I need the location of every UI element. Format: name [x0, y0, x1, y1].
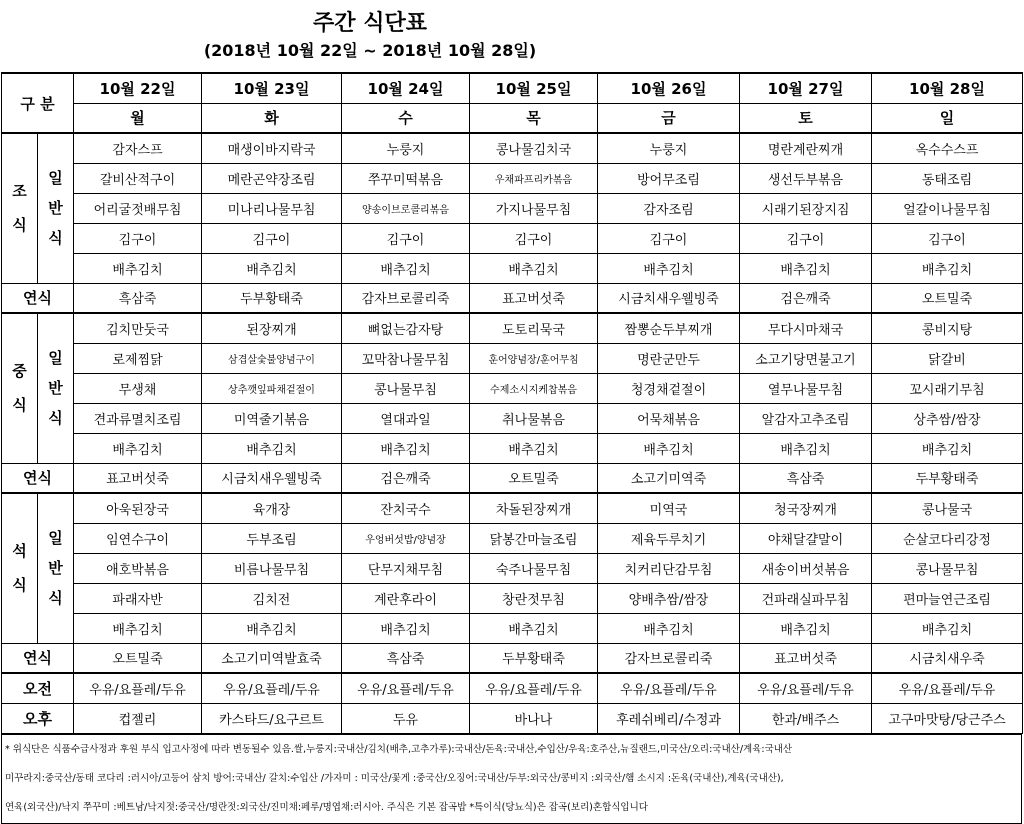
- menu-cell: 닭갈비: [872, 343, 1023, 373]
- soft-diet-cell: 두부황태죽: [872, 463, 1023, 493]
- date-header: 10월 26일: [598, 73, 740, 103]
- date-header: 10월 23일: [202, 73, 342, 103]
- menu-cell: 양배추쌈/쌈장: [598, 583, 740, 613]
- snack-cell: 컵젤리: [74, 703, 202, 733]
- snack-label: 오후: [2, 703, 74, 733]
- note-line: 연육(외국산)/낙지 쭈꾸미 :베트남/낙지젓:중국산/명란젓:외국산/진미채:페루/명엽채:러시아. 주식은 기본 잡곡밥 *특이식(당뇨식)은 잡곡(보리)혼합식입니다: [5, 802, 648, 813]
- menu-cell: 삼겹살숯불양념구이: [202, 343, 342, 373]
- menu-cell: 취나물볶음: [470, 403, 598, 433]
- soft-diet-cell: 소고기미역죽: [598, 463, 740, 493]
- menu-cell: 매생이바지락국: [202, 133, 342, 163]
- menu-cell: 김구이: [740, 223, 872, 253]
- menu-cell: 우엉버섯밥/양념장: [342, 523, 470, 553]
- menu-cell: 청경채겉절이: [598, 373, 740, 403]
- soft-diet-row: [2, 643, 1023, 673]
- snack-cell: 카스타드/요구르트: [202, 703, 342, 733]
- menu-cell: 배추김치: [470, 253, 598, 283]
- menu-cell: 무다시마채국: [740, 313, 872, 343]
- menu-cell: 된장찌개: [202, 313, 342, 343]
- menu-cell: 얼갈이나물무침: [872, 193, 1023, 223]
- page-title: 주간 식단표: [313, 11, 427, 36]
- date-header: 10월 28일: [872, 73, 1023, 103]
- menu-cell: 김치만둣국: [74, 313, 202, 343]
- menu-cell: 김구이: [74, 223, 202, 253]
- menu-cell: 동태조림: [872, 163, 1023, 193]
- snack-cell: 우유/요플레/두유: [202, 673, 342, 703]
- menu-cell: 미역국: [598, 493, 740, 523]
- meal-label-char: 석: [12, 542, 27, 561]
- menu-cell: 야채달걀말이: [740, 523, 872, 553]
- meal-label-dinner: [2, 493, 38, 643]
- soft-diet-cell: 시금치새우웰빙죽: [598, 283, 740, 313]
- meal-label-char: 식: [12, 216, 27, 235]
- menu-cell: 배추김치: [202, 613, 342, 643]
- menu-cell: 메란곤약장조림: [202, 163, 342, 193]
- menu-row: [2, 253, 1023, 283]
- meal-type-char: 일: [48, 529, 63, 548]
- soft-diet-cell: 흑삼죽: [342, 643, 470, 673]
- snack-label: 오전: [2, 673, 74, 703]
- menu-cell: 생선두부볶음: [740, 163, 872, 193]
- menu-cell: 양송이브로콜리볶음: [342, 193, 470, 223]
- meal-type-char: 일: [48, 169, 63, 188]
- menu-cell: 김구이: [342, 223, 470, 253]
- menu-cell: 단무지채무침: [342, 553, 470, 583]
- weekday-header: 화: [202, 103, 342, 133]
- menu-cell: 배추김치: [872, 613, 1023, 643]
- menu-cell: 제육두루치기: [598, 523, 740, 553]
- menu-cell: 배추김치: [470, 433, 598, 463]
- note-line: 미꾸라지:중국산/동태 코다리 :러시아/고등어 삼치 방어:국내산/ 갈치:수입산 /가자미 : 미국산/꽃게 :중국산/오징어:국내산/두부:외국산/콩비지 :외국산/햄 소시지 :돈육(국내산),계육(국내산),: [5, 773, 784, 784]
- menu-row: [2, 433, 1023, 463]
- menu-cell: 알감자고추조림: [740, 403, 872, 433]
- menu-cell: 열대과일: [342, 403, 470, 433]
- meal-label-char: 식: [12, 396, 27, 415]
- meal-type-label: [38, 493, 74, 643]
- meal-type-char: 식: [48, 409, 63, 428]
- menu-cell: 배추김치: [740, 613, 872, 643]
- menu-cell: 미역줄기볶음: [202, 403, 342, 433]
- menu-cell: 우채파프리카볶음: [470, 163, 598, 193]
- meal-type-char: 일: [48, 349, 63, 368]
- soft-diet-cell: 흑삼죽: [740, 463, 872, 493]
- menu-cell: 김구이: [598, 223, 740, 253]
- menu-cell: 편마늘연근조림: [872, 583, 1023, 613]
- weekday-header: 일: [872, 103, 1023, 133]
- menu-cell: 콩나물무침: [872, 553, 1023, 583]
- snack-cell: 후레쉬베리/수정과: [598, 703, 740, 733]
- menu-cell: 명란군만두: [598, 343, 740, 373]
- soft-diet-cell: 두부황태죽: [202, 283, 342, 313]
- menu-cell: 콩나물김치국: [470, 133, 598, 163]
- menu-cell: 배추김치: [202, 253, 342, 283]
- soft-diet-cell: 검은깨죽: [740, 283, 872, 313]
- menu-cell: 임연수구이: [74, 523, 202, 553]
- note-line: * 위식단은 식품수급사정과 후원 부식 입고사정에 따라 변동될수 있음.쌀,누룽지:국내산/김치(배추,고추가루):국내산/돈육:국내산,수입산/우육:호주산,뉴질랜드,미국산/오리:국내산/계육:국내산: [5, 744, 793, 755]
- menu-cell: 숙주나물무침: [470, 553, 598, 583]
- menu-cell: 배추김치: [872, 253, 1023, 283]
- weekday-header: 목: [470, 103, 598, 133]
- menu-cell: 어리굴젓배무침: [74, 193, 202, 223]
- menu-row: [2, 133, 1023, 163]
- soft-diet-row: [2, 463, 1023, 493]
- snack-cell: 우유/요플레/두유: [74, 673, 202, 703]
- weekday-header: 월: [74, 103, 202, 133]
- date-header: 10월 24일: [342, 73, 470, 103]
- meal-type-char: 반: [48, 199, 63, 218]
- menu-cell: 김구이: [872, 223, 1023, 253]
- soft-diet-label: 연식: [2, 283, 74, 313]
- meal-label-breakfast: [2, 133, 38, 283]
- menu-cell: 누룽지: [598, 133, 740, 163]
- menu-cell: 배추김치: [74, 253, 202, 283]
- menu-cell: 잔치국수: [342, 493, 470, 523]
- soft-diet-cell: 감자브로콜리죽: [598, 643, 740, 673]
- menu-cell: 배추김치: [598, 613, 740, 643]
- menu-cell: 닭봉간마늘조림: [470, 523, 598, 553]
- soft-diet-cell: 시금치새우웰빙죽: [202, 463, 342, 493]
- date-header: 10월 22일: [74, 73, 202, 103]
- snack-cell: 우유/요플레/두유: [342, 673, 470, 703]
- menu-cell: 배추김치: [740, 433, 872, 463]
- menu-cell: 미나리나물무침: [202, 193, 342, 223]
- menu-cell: 파래자반: [74, 583, 202, 613]
- menu-cell: 새송이버섯볶음: [740, 553, 872, 583]
- weekday-header: 토: [740, 103, 872, 133]
- menu-cell: 수제소시지케찹볶음: [470, 373, 598, 403]
- weekday-header: 금: [598, 103, 740, 133]
- menu-cell: 김치전: [202, 583, 342, 613]
- soft-diet-cell: 검은깨죽: [342, 463, 470, 493]
- menu-cell: 배추김치: [74, 433, 202, 463]
- snack-row: [2, 703, 1023, 733]
- meal-type-char: 식: [48, 229, 63, 248]
- menu-cell: 훈어양념장/훈어무침: [470, 343, 598, 373]
- menu-cell: 도토리묵국: [470, 313, 598, 343]
- meal-type-char: 반: [48, 559, 63, 578]
- meal-type-char: 반: [48, 379, 63, 398]
- snack-row: [2, 673, 1023, 703]
- menu-cell: 건파래실파무침: [740, 583, 872, 613]
- menu-cell: 콩비지탕: [872, 313, 1023, 343]
- soft-diet-label: 연식: [2, 463, 74, 493]
- menu-cell: 아욱된장국: [74, 493, 202, 523]
- meal-type-label: [38, 133, 74, 283]
- menu-cell: 갈비산적구이: [74, 163, 202, 193]
- soft-diet-label: 연식: [2, 643, 74, 673]
- menu-cell: 옥수수스프: [872, 133, 1023, 163]
- menu-cell: 소고기당면불고기: [740, 343, 872, 373]
- menu-cell: 배추김치: [598, 253, 740, 283]
- menu-cell: 꼬시래기무침: [872, 373, 1023, 403]
- date-range: (2018년 10월 22일 ~ 2018년 10월 28일): [203, 41, 537, 60]
- menu-row: [2, 613, 1023, 643]
- menu-row: [2, 163, 1023, 193]
- menu-cell: 상추깻잎파채겉절이: [202, 373, 342, 403]
- soft-diet-row: [2, 283, 1023, 313]
- menu-cell: 김구이: [202, 223, 342, 253]
- menu-cell: 뼈없는감자탕: [342, 313, 470, 343]
- menu-cell: 가지나물무침: [470, 193, 598, 223]
- menu-cell: 차돌된장찌개: [470, 493, 598, 523]
- menu-cell: 배추김치: [740, 253, 872, 283]
- weekday-header: 수: [342, 103, 470, 133]
- notes-footer: [1, 733, 1022, 824]
- soft-diet-cell: 시금치새우죽: [872, 643, 1023, 673]
- snack-cell: 바나나: [470, 703, 598, 733]
- date-header: 10월 27일: [740, 73, 872, 103]
- soft-diet-cell: 표고버섯죽: [470, 283, 598, 313]
- menu-cell: 두부조림: [202, 523, 342, 553]
- menu-cell: 배추김치: [342, 253, 470, 283]
- menu-cell: 상추쌈/쌈장: [872, 403, 1023, 433]
- menu-cell: 방어무조림: [598, 163, 740, 193]
- meal-label-char: 중: [12, 362, 27, 381]
- soft-diet-cell: 오트밀죽: [470, 463, 598, 493]
- menu-row: [2, 343, 1023, 373]
- date-header: 10월 25일: [470, 73, 598, 103]
- soft-diet-cell: 흑삼죽: [74, 283, 202, 313]
- snack-cell: 우유/요플레/두유: [470, 673, 598, 703]
- meal-type-label: [38, 313, 74, 463]
- menu-cell: 명란계란찌개: [740, 133, 872, 163]
- menu-row: [2, 223, 1023, 253]
- header-label: 구 분: [2, 73, 74, 133]
- menu-row: [2, 193, 1023, 223]
- soft-diet-cell: 오트밀죽: [872, 283, 1023, 313]
- menu-row: [2, 313, 1023, 343]
- menu-cell: 시래기된장지짐: [740, 193, 872, 223]
- menu-cell: 짬뽕순두부찌개: [598, 313, 740, 343]
- menu-cell: 창란젓무침: [470, 583, 598, 613]
- menu-row: [2, 493, 1023, 523]
- menu-cell: 로제찜닭: [74, 343, 202, 373]
- menu-cell: 배추김치: [74, 613, 202, 643]
- menu-cell: 배추김치: [872, 433, 1023, 463]
- menu-table: [1, 72, 1023, 734]
- soft-diet-cell: 표고버섯죽: [740, 643, 872, 673]
- menu-cell: 계란후라이: [342, 583, 470, 613]
- menu-cell: 배추김치: [470, 613, 598, 643]
- menu-cell: 배추김치: [342, 433, 470, 463]
- menu-cell: 어묵채볶음: [598, 403, 740, 433]
- snack-cell: 고구마맛탕/당근주스: [872, 703, 1023, 733]
- meal-label-char: 식: [12, 576, 27, 595]
- soft-diet-cell: 소고기미역발효죽: [202, 643, 342, 673]
- menu-cell: 배추김치: [202, 433, 342, 463]
- snack-cell: 우유/요플레/두유: [740, 673, 872, 703]
- snack-cell: 두유: [342, 703, 470, 733]
- menu-cell: 청국장찌개: [740, 493, 872, 523]
- menu-row: [2, 523, 1023, 553]
- soft-diet-cell: 표고버섯죽: [74, 463, 202, 493]
- meal-type-char: 식: [48, 589, 63, 608]
- menu-row: [2, 583, 1023, 613]
- menu-cell: 감자조림: [598, 193, 740, 223]
- menu-cell: 애호박볶음: [74, 553, 202, 583]
- menu-cell: 순살코다리강정: [872, 523, 1023, 553]
- menu-cell: 비름나물무침: [202, 553, 342, 583]
- menu-cell: 치커리단감무침: [598, 553, 740, 583]
- menu-cell: 견과류멸치조림: [74, 403, 202, 433]
- menu-row: [2, 553, 1023, 583]
- menu-cell: 누룽지: [342, 133, 470, 163]
- menu-cell: 김구이: [470, 223, 598, 253]
- snack-cell: 우유/요플레/두유: [872, 673, 1023, 703]
- menu-cell: 쭈꾸미떡볶음: [342, 163, 470, 193]
- menu-cell: 콩나물국: [872, 493, 1023, 523]
- menu-cell: 콩나물무침: [342, 373, 470, 403]
- menu-cell: 무생채: [74, 373, 202, 403]
- meal-label-lunch: [2, 313, 38, 463]
- menu-cell: 꼬막참나물무침: [342, 343, 470, 373]
- menu-row: [2, 373, 1023, 403]
- soft-diet-cell: 오트밀죽: [74, 643, 202, 673]
- menu-cell: 감자스프: [74, 133, 202, 163]
- menu-cell: 열무나물무침: [740, 373, 872, 403]
- menu-cell: 배추김치: [342, 613, 470, 643]
- snack-cell: 한과/배주스: [740, 703, 872, 733]
- meal-label-char: 조: [12, 182, 27, 201]
- snack-cell: 우유/요플레/두유: [598, 673, 740, 703]
- soft-diet-cell: 두부황태죽: [470, 643, 598, 673]
- menu-cell: 육개장: [202, 493, 342, 523]
- soft-diet-cell: 감자브로콜리죽: [342, 283, 470, 313]
- menu-cell: 배추김치: [598, 433, 740, 463]
- menu-row: [2, 403, 1023, 433]
